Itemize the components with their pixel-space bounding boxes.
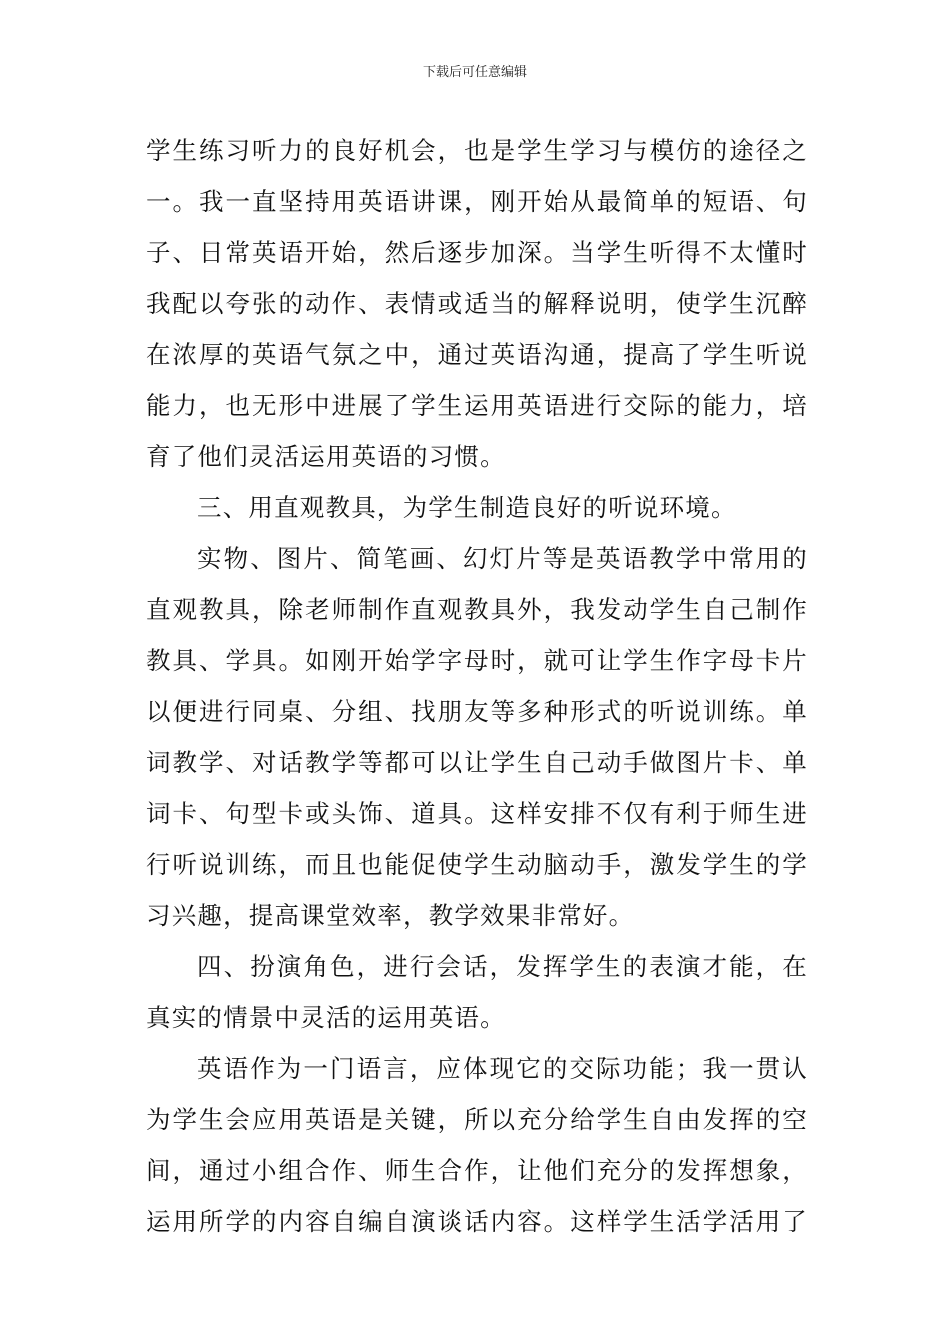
- text-line: 实物、图片、简笔画、幻灯片等是英语教学中常用的: [197, 544, 808, 573]
- section-heading: 四、扮演角色，进行会话，发挥学生的表演才能，在: [197, 952, 808, 981]
- text-line: 词教学、对话教学等都可以让学生自己动手做图片卡、单: [146, 748, 808, 777]
- text-line: 间，通过小组合作、师生合作，让他们充分的发挥想象，: [146, 1156, 808, 1185]
- text-line: 能力，也无形中进展了学生运用英语进行交际的能力，培: [146, 391, 808, 420]
- page-header: 下载后可任意编辑: [422, 65, 527, 80]
- text-line: 子、日常英语开始，然后逐步加深。当学生听得不太懂时: [146, 238, 808, 267]
- text-line: 为学生会应用英语是关键，所以充分给学生自由发挥的空: [146, 1105, 808, 1134]
- section-heading: 真实的情景中灵活的运用英语。: [146, 1003, 506, 1032]
- text-line: 育了他们灵活运用英语的习惯。: [146, 442, 506, 471]
- text-line: 习兴趣，提高课堂效率，教学效果非常好。: [146, 901, 635, 930]
- text-line: 运用所学的内容自编自演谈话内容。这样学生活学活用了: [146, 1207, 808, 1236]
- text-line: 学生练习听力的良好机会，也是学生学习与模仿的途径之: [146, 136, 808, 165]
- document-body: [146, 125, 808, 1247]
- section-heading: 三、用直观教具，为学生制造良好的听说环境。: [197, 493, 737, 522]
- text-line: 英语作为一门语言，应体现它的交际功能；我一贯认: [197, 1054, 808, 1083]
- text-line: 词卡、句型卡或头饰、道具。这样安排不仅有利于师生进: [146, 799, 808, 828]
- text-line: 以便进行同桌、分组、找朋友等多种形式的听说训练。单: [146, 697, 808, 726]
- text-line: 一。我一直坚持用英语讲课，刚开始从最简单的短语、句: [146, 187, 808, 216]
- text-line: 行听说训练，而且也能促使学生动脑动手，激发学生的学: [146, 850, 808, 879]
- text-line: 在浓厚的英语气氛之中，通过英语沟通，提高了学生听说: [146, 340, 808, 369]
- text-line: 直观教具，除老师制作直观教具外，我发动学生自己制作: [146, 595, 808, 624]
- text-line: 我配以夸张的动作、表情或适当的解释说明，使学生沉醉: [146, 289, 808, 318]
- text-line: 教具、学具。如刚开始学字母时，就可让学生作字母卡片: [146, 646, 808, 675]
